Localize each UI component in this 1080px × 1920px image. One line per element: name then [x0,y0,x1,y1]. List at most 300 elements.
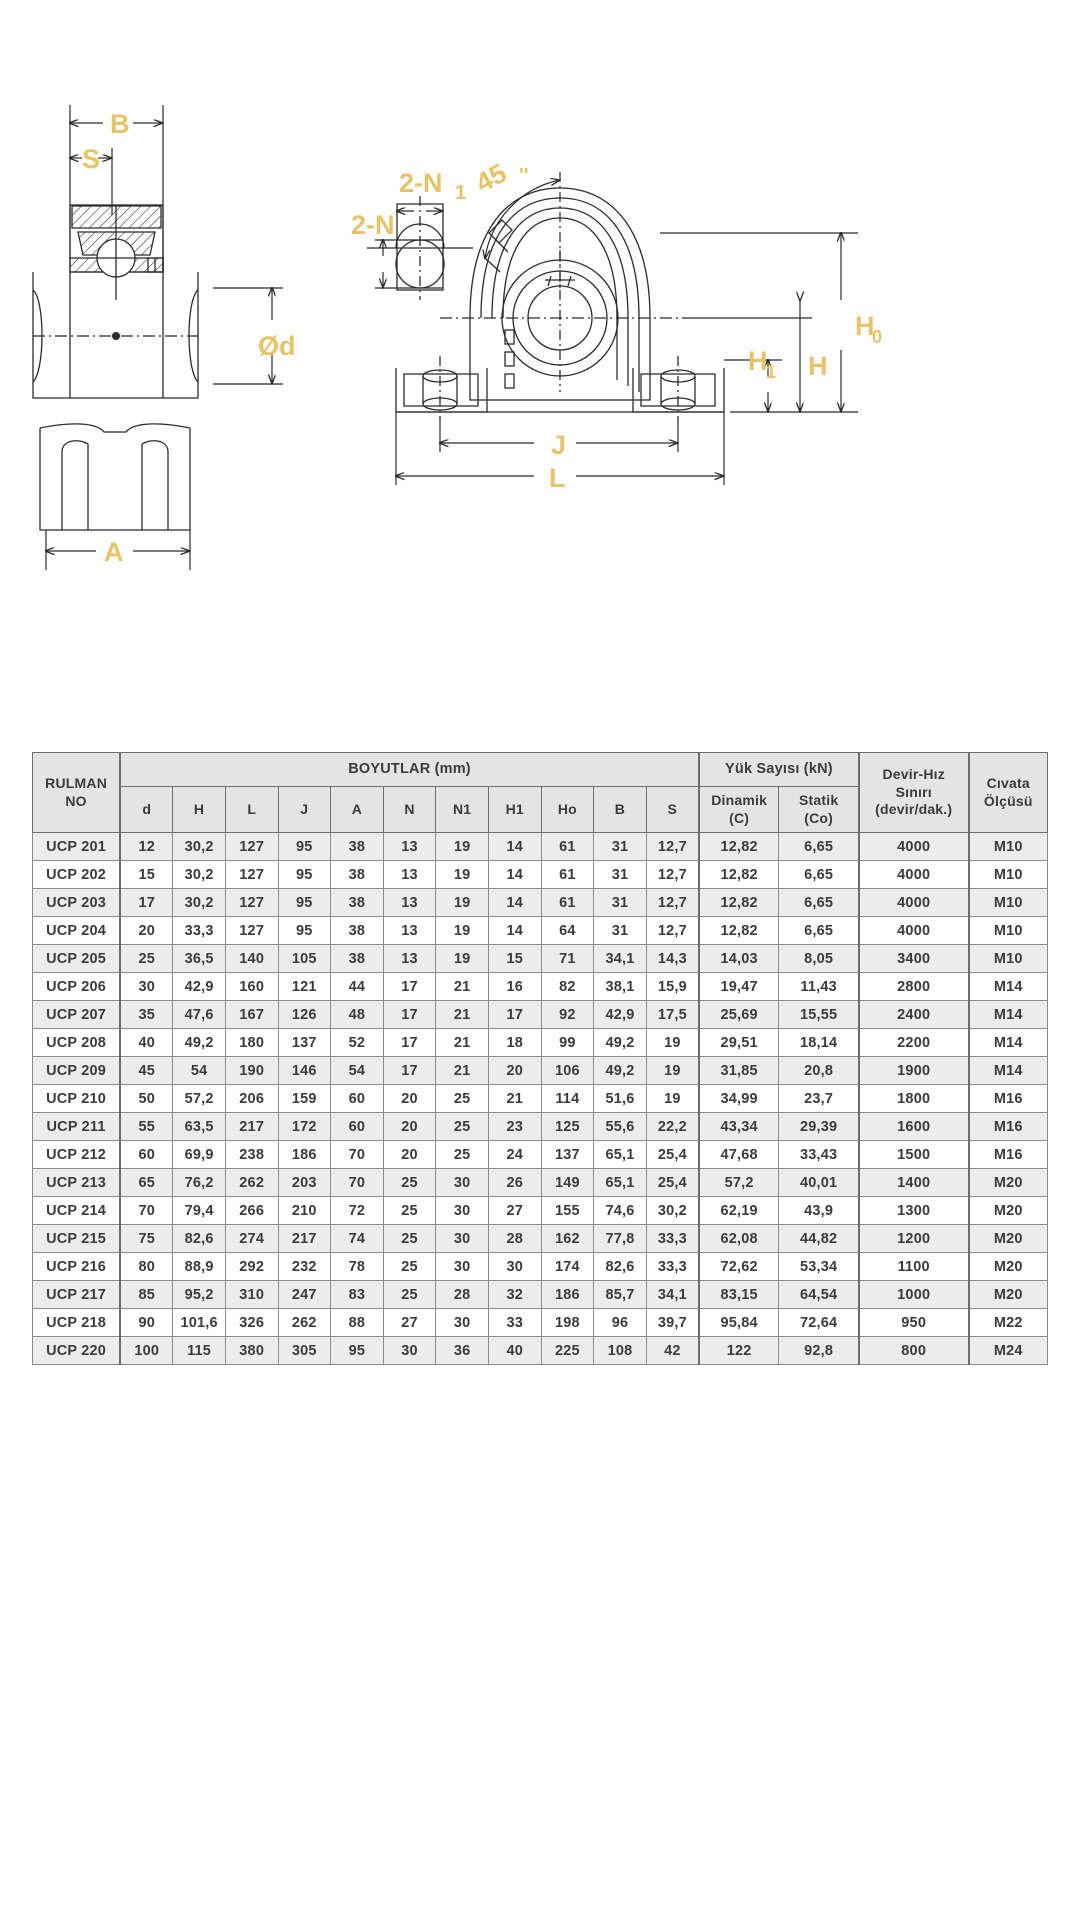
cell-co: 6,65 [779,833,859,861]
cell-s: 12,7 [646,833,699,861]
cell-j: 232 [278,1253,331,1281]
table-row[interactable] [33,861,1048,889]
cell-c: 12,82 [699,889,779,917]
cell-j: 203 [278,1169,331,1197]
cell-s: 12,7 [646,861,699,889]
cell-bolt: M16 [969,1085,1048,1113]
cell-co: 6,65 [779,861,859,889]
cell-co: 92,8 [779,1337,859,1365]
header-load-statik [779,787,859,833]
table-row[interactable] [33,1337,1048,1365]
header-model-line2: NO [65,792,87,809]
cell-s: 12,7 [646,889,699,917]
cell-bolt: M14 [969,1029,1048,1057]
cell-j: 172 [278,1113,331,1141]
cell-s: 39,7 [646,1309,699,1337]
cell-co: 20,8 [779,1057,859,1085]
label-h0: H [855,311,875,341]
cell-s: 30,2 [646,1197,699,1225]
table-row[interactable] [33,833,1048,861]
cell-s: 42 [646,1337,699,1365]
cell-co: 64,54 [779,1281,859,1309]
cell-c: 62,19 [699,1197,779,1225]
cell-ho: 149 [541,1169,594,1197]
cell-h: 82,6 [173,1225,226,1253]
cell-h: 30,2 [173,889,226,917]
table-head [33,753,1048,833]
cell-speed: 2200 [859,1029,969,1057]
header-col-n1: N1 [436,787,489,833]
cell-h: 69,9 [173,1141,226,1169]
cell-ho: 61 [541,861,594,889]
cell-n: 13 [383,833,436,861]
cell-h: 47,6 [173,1001,226,1029]
cell-ho: 186 [541,1281,594,1309]
cell-s: 34,1 [646,1281,699,1309]
cell-c: 62,08 [699,1225,779,1253]
cell-l: 206 [225,1085,278,1113]
cell-n: 25 [383,1169,436,1197]
cell-j: 217 [278,1225,331,1253]
cell-n1: 25 [436,1141,489,1169]
cell-d: 55 [120,1113,173,1141]
cell-c: 34,99 [699,1085,779,1113]
header-load-symbol: (C) [729,809,750,826]
cell-d: 80 [120,1253,173,1281]
cell-bolt: M14 [969,1001,1048,1029]
cell-b: 65,1 [594,1169,647,1197]
cell-b: 31 [594,833,647,861]
cell-s: 33,3 [646,1225,699,1253]
table-row[interactable] [33,1197,1048,1225]
cell-d: 90 [120,1309,173,1337]
cell-speed: 4000 [859,861,969,889]
cell-bolt: M24 [969,1337,1048,1365]
cell-n: 27 [383,1309,436,1337]
label-2n-left: 2-N [351,210,395,240]
cell-h: 42,9 [173,973,226,1001]
cell-h: 101,6 [173,1309,226,1337]
cell-co: 6,65 [779,917,859,945]
cell-s: 17,5 [646,1001,699,1029]
cell-j: 126 [278,1001,331,1029]
header-model [33,753,121,833]
cell-a: 48 [331,1001,384,1029]
cell-n1: 19 [436,889,489,917]
cell-s: 25,4 [646,1169,699,1197]
label-d: Ød [258,331,296,361]
cell-s: 25,4 [646,1141,699,1169]
cell-ho: 82 [541,973,594,1001]
cell-s: 15,9 [646,973,699,1001]
housing-body [440,188,690,400]
cell-j: 105 [278,945,331,973]
cell-n: 30 [383,1337,436,1365]
cell-h: 54 [173,1057,226,1085]
cell-h: 63,5 [173,1113,226,1141]
table-row[interactable] [33,1085,1048,1113]
cell-speed: 2400 [859,1001,969,1029]
cell-l: 180 [225,1029,278,1057]
cell-c: 25,69 [699,1001,779,1029]
cell-d: 45 [120,1057,173,1085]
cell-s: 33,3 [646,1253,699,1281]
cell-b: 85,7 [594,1281,647,1309]
label-2n-top: 2-N [399,168,443,198]
table-row[interactable] [33,1113,1048,1141]
cell-h: 88,9 [173,1253,226,1281]
cell-a: 38 [331,861,384,889]
header-col-ho: Ho [541,787,594,833]
cell-c: 47,68 [699,1141,779,1169]
cell-j: 186 [278,1141,331,1169]
cell-ho: 92 [541,1001,594,1029]
cell-co: 18,14 [779,1029,859,1057]
cell-b: 65,1 [594,1141,647,1169]
cell-n1: 30 [436,1225,489,1253]
cell-c: 57,2 [699,1169,779,1197]
header-col-j: J [278,787,331,833]
label-h1-sub: 1 [766,362,777,382]
table-row[interactable] [33,1057,1048,1085]
cell-b: 38,1 [594,973,647,1001]
label-h0-sub: 0 [872,327,883,347]
spec-table [32,752,1048,1365]
cell-j: 137 [278,1029,331,1057]
cell-b: 34,1 [594,945,647,973]
cell-bolt: M20 [969,1197,1048,1225]
cell-d: 70 [120,1197,173,1225]
cell-model: UCP 208 [33,1029,121,1057]
cell-bolt: M20 [969,1225,1048,1253]
cell-n1: 28 [436,1281,489,1309]
cell-h1: 16 [488,973,541,1001]
cell-j: 146 [278,1057,331,1085]
cell-n: 20 [383,1113,436,1141]
cell-bolt: M14 [969,1057,1048,1085]
cell-model: UCP 209 [33,1057,121,1085]
label-b: B [110,109,130,139]
table-row[interactable] [33,1225,1048,1253]
cell-speed: 1900 [859,1057,969,1085]
cell-co: 23,7 [779,1085,859,1113]
cell-l: 266 [225,1197,278,1225]
cell-model: UCP 202 [33,861,121,889]
cell-s: 19 [646,1085,699,1113]
cell-ho: 198 [541,1309,594,1337]
cell-h: 33,3 [173,917,226,945]
cell-d: 25 [120,945,173,973]
cell-speed: 2800 [859,973,969,1001]
cell-h1: 27 [488,1197,541,1225]
cell-ho: 71 [541,945,594,973]
cell-l: 127 [225,889,278,917]
table-row[interactable] [33,1001,1048,1029]
cell-bolt: M10 [969,889,1048,917]
header-bolt [969,753,1048,833]
cell-b: 31 [594,861,647,889]
cell-c: 122 [699,1337,779,1365]
cell-model: UCP 214 [33,1197,121,1225]
cell-c: 83,15 [699,1281,779,1309]
table-row[interactable] [33,917,1048,945]
table-row[interactable] [33,1253,1048,1281]
cell-d: 50 [120,1085,173,1113]
cell-speed: 1100 [859,1253,969,1281]
cell-model: UCP 210 [33,1085,121,1113]
cell-c: 72,62 [699,1253,779,1281]
header-speed [859,753,969,833]
cell-speed: 950 [859,1309,969,1337]
left-side-view [33,105,283,570]
cell-a: 60 [331,1113,384,1141]
table-row[interactable] [33,945,1048,973]
cell-j: 247 [278,1281,331,1309]
cell-a: 60 [331,1085,384,1113]
cell-b: 96 [594,1309,647,1337]
cell-bolt: M10 [969,861,1048,889]
cell-ho: 155 [541,1197,594,1225]
cell-h: 57,2 [173,1085,226,1113]
cell-bolt: M10 [969,833,1048,861]
label-angle-45: 45 [470,157,512,199]
cell-h: 76,2 [173,1169,226,1197]
cell-n1: 19 [436,833,489,861]
cell-speed: 800 [859,1337,969,1365]
technical-drawing [0,0,1080,620]
cell-co: 44,82 [779,1225,859,1253]
cell-n: 25 [383,1225,436,1253]
cell-bolt: M16 [969,1113,1048,1141]
cell-s: 12,7 [646,917,699,945]
cell-s: 19 [646,1057,699,1085]
cell-d: 100 [120,1337,173,1365]
right-front-view [367,172,858,485]
cell-n: 17 [383,1029,436,1057]
table-row[interactable] [33,973,1048,1001]
cell-a: 54 [331,1057,384,1085]
cell-h1: 14 [488,917,541,945]
cell-h: 49,2 [173,1029,226,1057]
cell-n1: 21 [436,973,489,1001]
cell-co: 29,39 [779,1113,859,1141]
cell-j: 159 [278,1085,331,1113]
cell-d: 15 [120,861,173,889]
table-body [33,833,1048,1365]
cell-l: 140 [225,945,278,973]
cell-ho: 225 [541,1337,594,1365]
header-col-n: N [383,787,436,833]
cell-model: UCP 218 [33,1309,121,1337]
cell-c: 43,34 [699,1113,779,1141]
table-row[interactable] [33,1281,1048,1309]
cell-ho: 125 [541,1113,594,1141]
cell-co: 40,01 [779,1169,859,1197]
cell-model: UCP 220 [33,1337,121,1365]
cell-ho: 61 [541,889,594,917]
cell-l: 262 [225,1169,278,1197]
cell-j: 95 [278,917,331,945]
cell-h1: 18 [488,1029,541,1057]
label-h: H [808,351,828,381]
cell-c: 12,82 [699,833,779,861]
cell-ho: 174 [541,1253,594,1281]
cell-j: 210 [278,1197,331,1225]
header-col-l: L [225,787,278,833]
cell-n1: 30 [436,1309,489,1337]
cell-a: 38 [331,945,384,973]
cell-n: 17 [383,1001,436,1029]
bearing-cross-section [70,205,163,300]
cell-model: UCP 213 [33,1169,121,1197]
cell-h1: 23 [488,1113,541,1141]
header-load-symbol: (Co) [804,809,834,826]
cell-model: UCP 211 [33,1113,121,1141]
cell-c: 12,82 [699,917,779,945]
cell-b: 49,2 [594,1057,647,1085]
cell-h1: 21 [488,1085,541,1113]
cell-co: 53,34 [779,1253,859,1281]
cell-n1: 25 [436,1085,489,1113]
cell-bolt: M14 [969,973,1048,1001]
table-row[interactable] [33,889,1048,917]
cell-n: 25 [383,1253,436,1281]
cell-n: 13 [383,861,436,889]
cell-speed: 1000 [859,1281,969,1309]
cell-h1: 17 [488,1001,541,1029]
cell-h: 30,2 [173,861,226,889]
cell-bolt: M10 [969,917,1048,945]
cell-bolt: M20 [969,1169,1048,1197]
cell-co: 15,55 [779,1001,859,1029]
cell-h1: 14 [488,833,541,861]
cell-j: 95 [278,861,331,889]
cell-n: 13 [383,917,436,945]
header-dimensions: BOYUTLAR (mm) [120,753,699,787]
cell-a: 74 [331,1225,384,1253]
cell-h: 95,2 [173,1281,226,1309]
cell-model: UCP 217 [33,1281,121,1309]
cell-a: 70 [331,1169,384,1197]
cell-a: 83 [331,1281,384,1309]
table-row[interactable] [33,1029,1048,1057]
cell-ho: 137 [541,1141,594,1169]
cell-c: 12,82 [699,861,779,889]
cell-n1: 25 [436,1113,489,1141]
label-h1: H [748,346,768,376]
cell-h1: 20 [488,1057,541,1085]
cell-l: 127 [225,861,278,889]
cell-bolt: M10 [969,945,1048,973]
cell-s: 19 [646,1029,699,1057]
header-speed-line1: Devir-Hız [882,766,945,783]
cell-n: 20 [383,1141,436,1169]
cell-l: 326 [225,1309,278,1337]
header-bolt-line2: Ölçüsü [983,792,1033,809]
cell-speed: 1200 [859,1225,969,1253]
cell-d: 35 [120,1001,173,1029]
cell-n1: 36 [436,1337,489,1365]
cell-h1: 15 [488,945,541,973]
header-col-d: d [120,787,173,833]
header-speed-line3: (devir/dak.) [875,801,953,818]
label-a: A [104,537,124,567]
cell-ho: 162 [541,1225,594,1253]
label-l: L [549,463,566,493]
cell-co: 11,43 [779,973,859,1001]
cell-n1: 19 [436,917,489,945]
cell-b: 42,9 [594,1001,647,1029]
cell-n1: 19 [436,861,489,889]
cell-a: 72 [331,1197,384,1225]
cell-h: 79,4 [173,1197,226,1225]
cell-bolt: M20 [969,1281,1048,1309]
cell-a: 38 [331,917,384,945]
cell-a: 38 [331,833,384,861]
cell-n: 17 [383,1057,436,1085]
cell-h1: 24 [488,1141,541,1169]
cell-co: 72,64 [779,1309,859,1337]
cell-h1: 28 [488,1225,541,1253]
cell-h1: 30 [488,1253,541,1281]
cell-c: 19,47 [699,973,779,1001]
cell-n1: 30 [436,1169,489,1197]
cell-n: 25 [383,1281,436,1309]
header-col-h: H [173,787,226,833]
cell-b: 55,6 [594,1113,647,1141]
cell-s: 22,2 [646,1113,699,1141]
cell-model: UCP 204 [33,917,121,945]
label-j: J [551,430,567,460]
label-angle-unit: '' [519,165,529,187]
header-speed-line2: Sınırı [895,783,932,800]
cell-b: 82,6 [594,1253,647,1281]
cell-model: UCP 205 [33,945,121,973]
cell-model: UCP 212 [33,1141,121,1169]
cell-a: 52 [331,1029,384,1057]
cell-j: 95 [278,889,331,917]
table-row[interactable] [33,1141,1048,1169]
cell-d: 17 [120,889,173,917]
cell-a: 78 [331,1253,384,1281]
cell-n: 13 [383,889,436,917]
cell-model: UCP 207 [33,1001,121,1029]
cell-h1: 32 [488,1281,541,1309]
table-row[interactable] [33,1309,1048,1337]
cell-a: 38 [331,889,384,917]
header-col-b: B [594,787,647,833]
cell-n1: 21 [436,1029,489,1057]
cell-h: 30,2 [173,833,226,861]
cell-h1: 40 [488,1337,541,1365]
base-foot [40,424,190,530]
cell-l: 190 [225,1057,278,1085]
spec-table-container [32,752,1048,1365]
cell-h1: 14 [488,889,541,917]
cell-co: 6,65 [779,889,859,917]
cell-l: 160 [225,973,278,1001]
cell-a: 70 [331,1141,384,1169]
cell-model: UCP 206 [33,973,121,1001]
header-model-line1: RULMAN [45,775,108,791]
cell-d: 20 [120,917,173,945]
table-row[interactable] [33,1169,1048,1197]
cell-j: 262 [278,1309,331,1337]
cell-c: 31,85 [699,1057,779,1085]
header-group-row [33,753,1048,787]
cell-co: 8,05 [779,945,859,973]
cell-n1: 21 [436,1057,489,1085]
